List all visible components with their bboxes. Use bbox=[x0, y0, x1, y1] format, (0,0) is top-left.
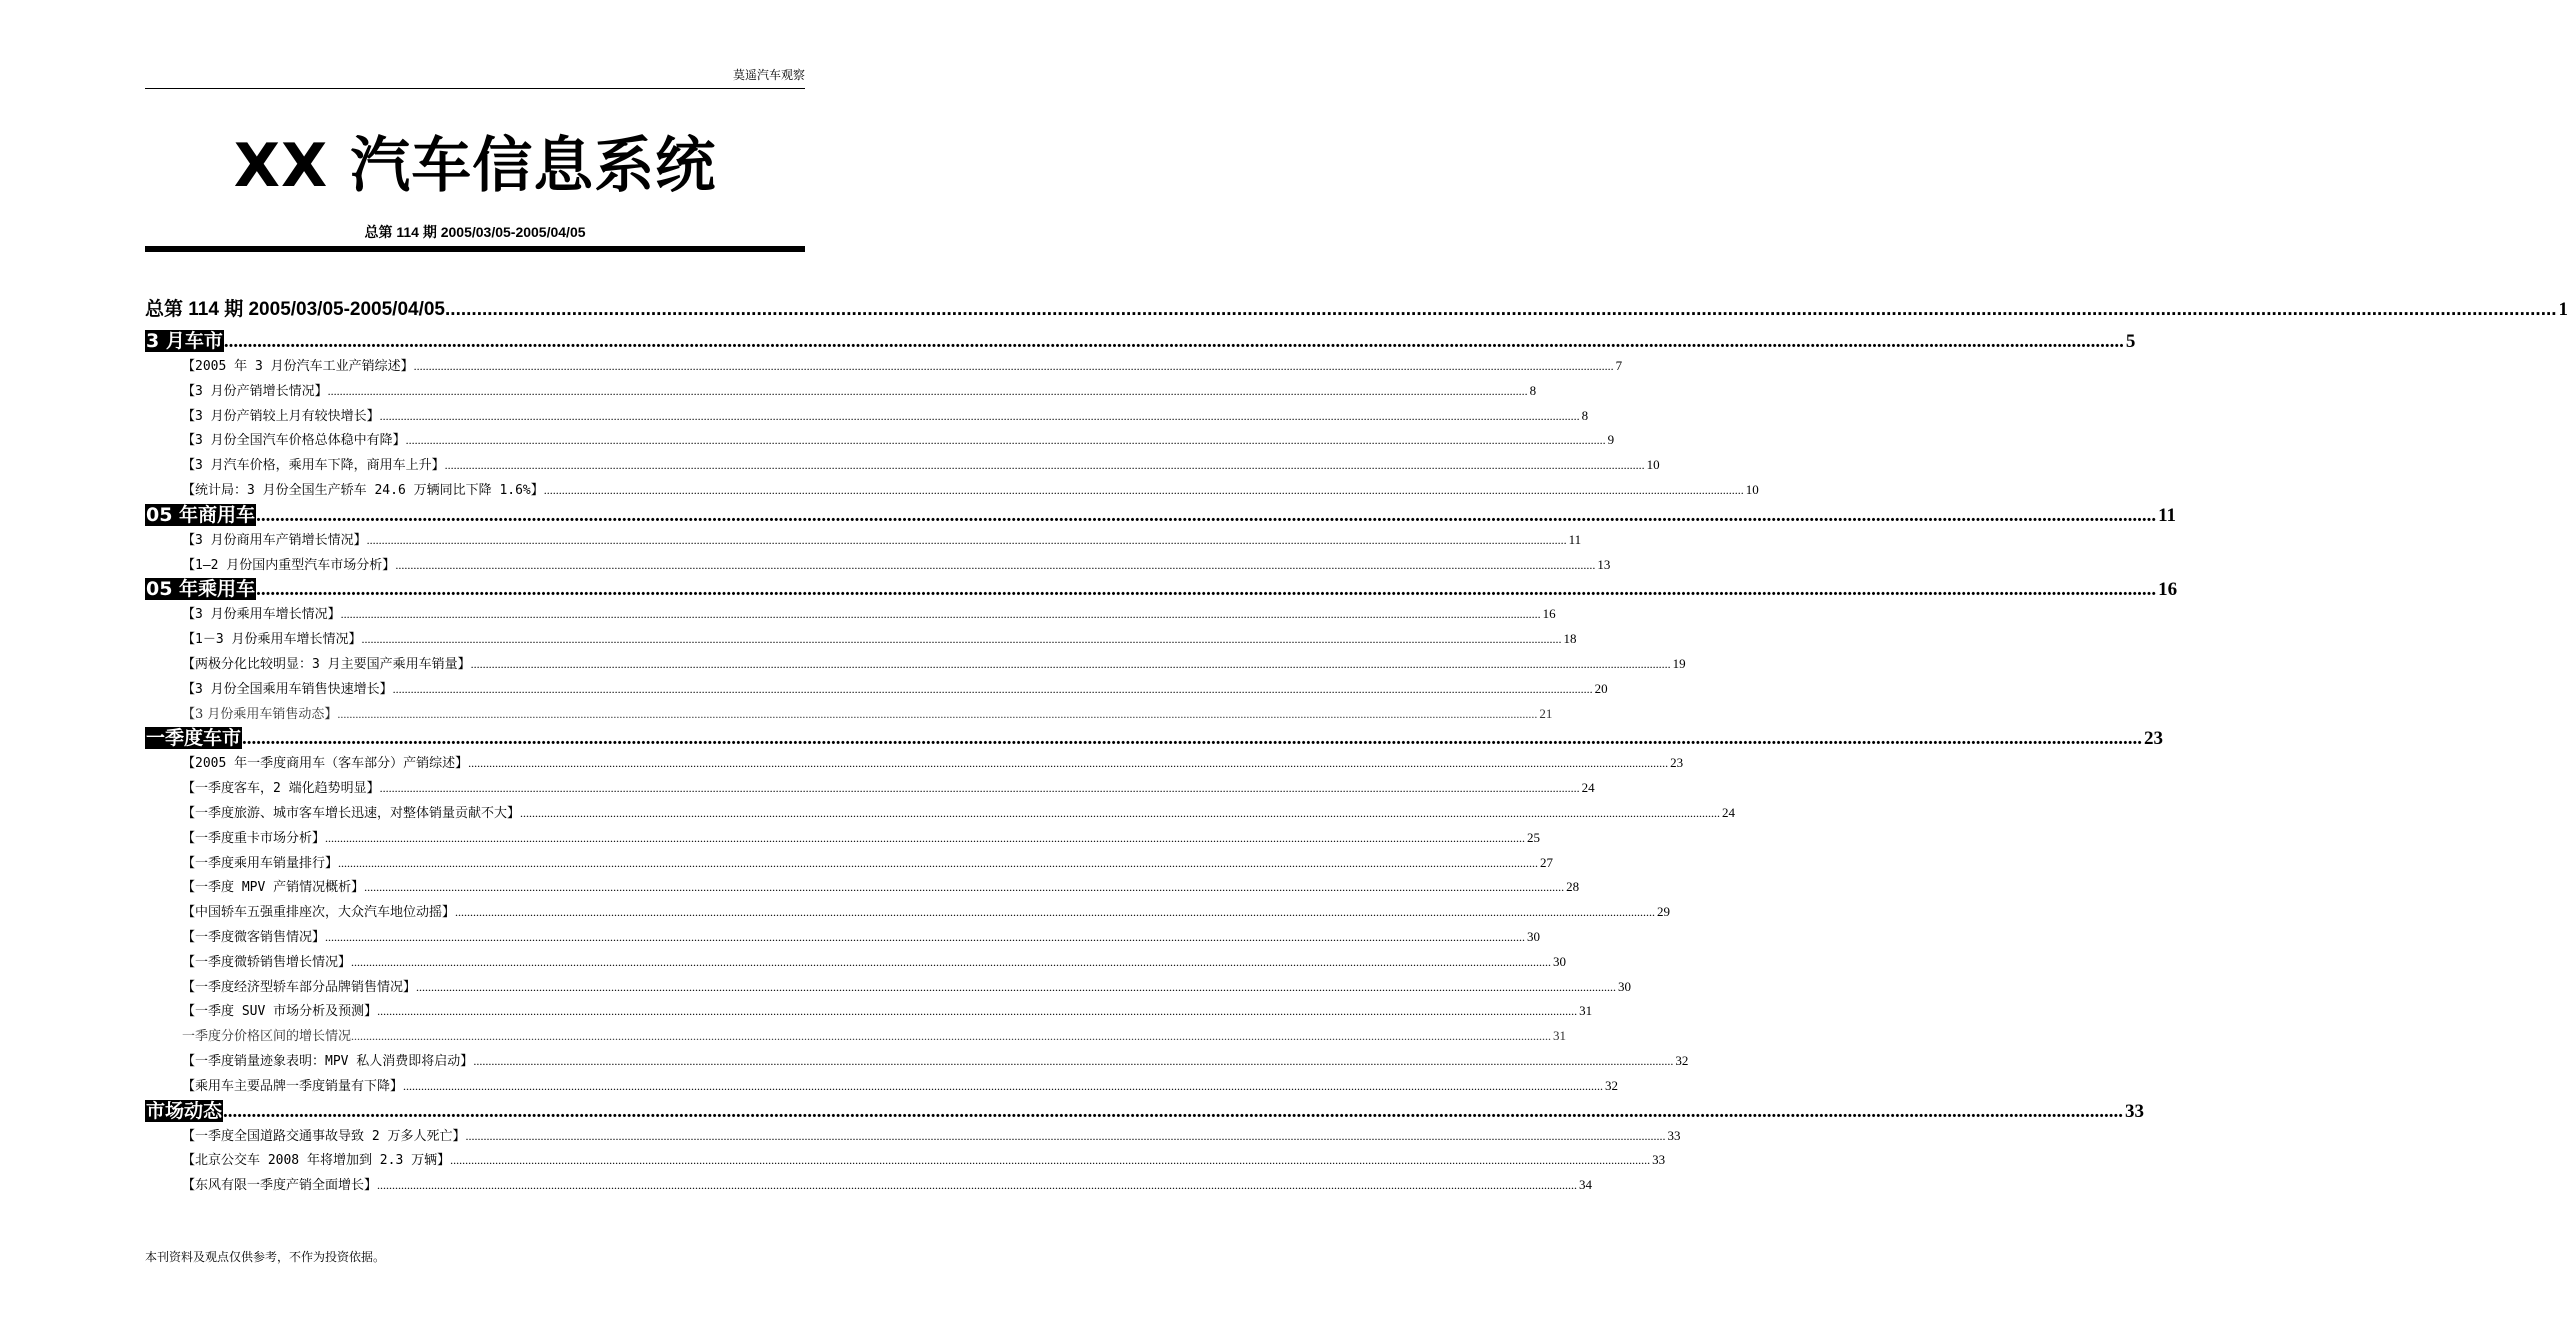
toc-item-label: 【一季度 SUV 市场分析及预测】 bbox=[182, 1004, 378, 1020]
toc-section[interactable] bbox=[145, 1099, 2145, 1125]
toc-item[interactable] bbox=[145, 628, 1577, 653]
toc-item[interactable] bbox=[145, 529, 1582, 554]
toc-item-label: 【一季度经济型轿车部分品牌销售情况】 bbox=[182, 979, 417, 995]
toc-item-label: 【1－3 月份乘用车增长情况】 bbox=[182, 632, 362, 648]
toc-section-leader: ................................................................................................................................................................................................................................................................................................................................................................................................................ bbox=[242, 728, 2143, 750]
toc-section-page: 5 bbox=[2125, 331, 2136, 352]
toc-item-page: 30 bbox=[1618, 978, 1632, 994]
toc-item-label: 【中国轿车五强重排座次，大众汽车地位动摇】 bbox=[182, 905, 456, 921]
toc-item-page: 10 bbox=[1646, 457, 1660, 473]
toc-item-page: 31 bbox=[1579, 1003, 1593, 1019]
issue-line: 总第 114 期 2005/03/05-2005/04/05 bbox=[364, 224, 586, 240]
toc-item[interactable] bbox=[145, 1000, 1593, 1025]
toc-item-page: 34 bbox=[1579, 1177, 1593, 1193]
toc-item-leader: ................................................................................................................................................................................................................................................................................................................................................................................................................ bbox=[340, 607, 1541, 622]
toc-item-leader: ................................................................................................................................................................................................................................................................................................................................................................................................................ bbox=[543, 482, 1744, 497]
toc-section-page: 11 bbox=[2158, 504, 2177, 526]
table-of-contents bbox=[145, 290, 2568, 1199]
toc-item-label: 【一季度客车，2 端化趋势明显】 bbox=[182, 781, 380, 797]
toc-section-label: 市场动态 bbox=[146, 1099, 223, 1122]
toc-item[interactable] bbox=[145, 1075, 1619, 1100]
toc-item-page: 19 bbox=[1672, 655, 1686, 671]
toc-item-label: 【3 月份产销较上月有较快增长】 bbox=[182, 408, 380, 424]
toc-item-label: 【2005 年一季度商用车（客车部分）产销综述】 bbox=[182, 756, 469, 772]
toc-item[interactable] bbox=[145, 603, 1556, 628]
toc-item-leader: ................................................................................................................................................................................................................................................................................................................................................................................................................ bbox=[468, 756, 1669, 771]
toc-item[interactable] bbox=[145, 951, 1567, 976]
toc-item-label: 【一季度乘用车销量排行】 bbox=[182, 855, 339, 871]
toc-item-leader: ................................................................................................................................................................................................................................................................................................................................................................................................................ bbox=[364, 880, 1565, 895]
toc-item-label: 【3 月份产销增长情况】 bbox=[182, 383, 328, 399]
toc-item-page: 23 bbox=[1670, 755, 1684, 771]
toc-item-leader: ................................................................................................................................................................................................................................................................................................................................................................................................................ bbox=[327, 383, 1528, 398]
toc-section-leader: ................................................................................................................................................................................................................................................................................................................................................................................................................ bbox=[256, 504, 2157, 526]
toc-item-leader: ................................................................................................................................................................................................................................................................................................................................................................................................................ bbox=[377, 1004, 1578, 1019]
toc-section[interactable] bbox=[145, 503, 2177, 529]
toc-item-label: 【北京公交车 2008 年将增加到 2.3 万辆】 bbox=[182, 1153, 451, 1169]
toc-item[interactable] bbox=[145, 1149, 1666, 1174]
toc-item[interactable] bbox=[145, 926, 1541, 951]
toc-item-label: 【3 月份商用车产销增长情况】 bbox=[182, 532, 367, 548]
toc-item-leader: ................................................................................................................................................................................................................................................................................................................................................................................................................ bbox=[416, 979, 1617, 994]
toc-item-page: 30 bbox=[1527, 928, 1541, 944]
toc-item-page: 9 bbox=[1607, 432, 1615, 448]
toc-item[interactable] bbox=[145, 1025, 1567, 1050]
toc-item-label: 【一季度销量迹象表明：MPV 私人消费即将启动】 bbox=[182, 1053, 474, 1069]
toc-section-leader: ................................................................................................................................................................................................................................................................................................................................................................................................................ bbox=[223, 1100, 2124, 1122]
toc-item-page: 18 bbox=[1563, 631, 1577, 647]
toc-item[interactable] bbox=[145, 554, 1611, 579]
toc-item-label: 【1—2 月份国内重型汽车市场分析】 bbox=[182, 557, 396, 573]
toc-item[interactable] bbox=[145, 752, 1684, 777]
toc-item-leader: ................................................................................................................................................................................................................................................................................................................................................................................................................ bbox=[337, 706, 1538, 721]
toc-section-leader: ................................................................................................................................................................................................................................................................................................................................................................................................................ bbox=[256, 579, 2157, 601]
toc-item-leader: ................................................................................................................................................................................................................................................................................................................................................................................................................ bbox=[366, 532, 1567, 547]
toc-item-label: 【2005 年 3 月份汽车工业产销综述】 bbox=[182, 359, 414, 374]
toc-item-page: 31 bbox=[1553, 1028, 1567, 1044]
toc-item-label: 【乘用车主要品牌一季度销量有下降】 bbox=[182, 1078, 404, 1094]
toc-section-page: 16 bbox=[2158, 579, 2178, 601]
toc-section-leader: ................................................................................................................................................................................................................................................................................................................................................................................................................ bbox=[223, 331, 2124, 352]
toc-item-leader: ................................................................................................................................................................................................................................................................................................................................................................................................................ bbox=[361, 632, 1562, 647]
toc-item-label: 【3 月份乘用车增长情况】 bbox=[182, 607, 341, 623]
toc-section[interactable] bbox=[145, 578, 2178, 603]
toc-item-page: 21 bbox=[1539, 705, 1553, 721]
toc-section-page: 23 bbox=[2144, 728, 2164, 750]
toc-item-page: 24 bbox=[1581, 780, 1595, 796]
toc-item-page: 32 bbox=[1675, 1052, 1689, 1068]
page-title: XX 汽车信息系统 bbox=[233, 131, 717, 201]
toc-section[interactable] bbox=[145, 727, 2164, 752]
toc-section-label: 05 年商用车 bbox=[146, 503, 256, 526]
toc-item-leader: ................................................................................................................................................................................................................................................................................................................................................................................................................ bbox=[338, 855, 1539, 870]
toc-item-leader: ................................................................................................................................................................................................................................................................................................................................................................................................................ bbox=[520, 805, 1721, 820]
toc-item[interactable] bbox=[145, 405, 1589, 430]
toc-item-leader: ................................................................................................................................................................................................................................................................................................................................................................................................................ bbox=[455, 905, 1656, 920]
toc-item-leader: ................................................................................................................................................................................................................................................................................................................................................................................................................ bbox=[403, 1078, 1604, 1093]
toc-item-page: 29 bbox=[1657, 904, 1671, 920]
toc-item-label: 【3 月份全国乘用车销售快速增长】 bbox=[182, 681, 393, 697]
toc-section[interactable] bbox=[145, 330, 2136, 355]
toc-item-page: 8 bbox=[1581, 407, 1589, 423]
toc-item-label: 一季度分价格区间的增长情况 bbox=[182, 1029, 352, 1045]
toc-item-label: 【一季度旅游、城市客车增长迅速，对整体销量贡献不大】 bbox=[182, 805, 521, 821]
toc-item-label: 【一季度微客销售情况】 bbox=[182, 929, 326, 945]
toc-item[interactable] bbox=[145, 976, 1632, 1001]
toc-item[interactable] bbox=[145, 901, 1671, 926]
toc-item-label: 【一季度 MPV 产销情况概析】 bbox=[182, 880, 365, 896]
toc-item-leader: ................................................................................................................................................................................................................................................................................................................................................................................................................ bbox=[377, 1178, 1578, 1193]
toc-section-label: 一季度车市 bbox=[146, 727, 242, 750]
toc-item-leader: ................................................................................................................................................................................................................................................................................................................................................................................................................ bbox=[444, 458, 1645, 473]
toc-item[interactable] bbox=[145, 1174, 1593, 1199]
header-brand: 莫遥汽车观察 bbox=[732, 68, 805, 82]
toc-item-leader: ................................................................................................................................................................................................................................................................................................................................................................................................................ bbox=[325, 830, 1526, 845]
toc-item-leader: ................................................................................................................................................................................................................................................................................................................................................................................................................ bbox=[395, 557, 1596, 572]
toc-item-leader: ................................................................................................................................................................................................................................................................................................................................................................................................................ bbox=[392, 681, 1593, 696]
toc-entry-issue-page: 1 bbox=[2558, 299, 2568, 320]
toc-item[interactable] bbox=[145, 802, 1736, 827]
toc-item[interactable] bbox=[145, 479, 1759, 504]
toc-item-label: 【3 月汽车价格，乘用车下降，商用车上升】 bbox=[182, 458, 445, 474]
toc-section-page: 33 bbox=[2125, 1100, 2145, 1122]
toc-section-label: 3 月车市 bbox=[146, 330, 223, 352]
toc-item[interactable] bbox=[145, 777, 1595, 802]
toc-item[interactable] bbox=[145, 454, 1660, 479]
toc-item-leader: ................................................................................................................................................................................................................................................................................................................................................................................................................ bbox=[405, 433, 1606, 448]
toc-item-label: 【一季度重卡市场分析】 bbox=[182, 830, 326, 846]
toc-item-page: 7 bbox=[1615, 358, 1623, 373]
toc-item-page: 20 bbox=[1594, 680, 1608, 696]
toc-item[interactable] bbox=[145, 703, 1553, 728]
toc-item[interactable] bbox=[145, 678, 1608, 703]
toc-item[interactable] bbox=[145, 827, 1541, 852]
toc-item-page: 28 bbox=[1566, 879, 1580, 895]
toc-item-page: 11 bbox=[1568, 531, 1582, 547]
toc-item-label: 【一季度全国道路交通事故导致 2 万多人死亡】 bbox=[182, 1128, 466, 1144]
toc-item[interactable] bbox=[145, 876, 1580, 901]
toc-item-leader: ................................................................................................................................................................................................................................................................................................................................................................................................................ bbox=[351, 954, 1552, 969]
toc-item-label: 【3 月份乘用车销售动态】 bbox=[182, 706, 338, 722]
toc-item-leader: ................................................................................................................................................................................................................................................................................................................................................................................................................ bbox=[351, 1029, 1552, 1044]
toc-item[interactable] bbox=[145, 429, 1615, 454]
toc-item-page: 10 bbox=[1745, 481, 1759, 497]
toc-item-leader: ................................................................................................................................................................................................................................................................................................................................................................................................................ bbox=[379, 408, 1580, 423]
toc-item-leader: ................................................................................................................................................................................................................................................................................................................................................................................................................ bbox=[413, 359, 1614, 373]
toc-item[interactable] bbox=[145, 1050, 1689, 1075]
toc-item-leader: ................................................................................................................................................................................................................................................................................................................................................................................................................ bbox=[473, 1053, 1674, 1068]
toc-item-label: 【东风有限一季度产销全面增长】 bbox=[182, 1178, 378, 1194]
toc-item[interactable] bbox=[145, 653, 1686, 678]
toc-item-leader: ................................................................................................................................................................................................................................................................................................................................................................................................................ bbox=[465, 1128, 1666, 1143]
toc-item-page: 25 bbox=[1527, 829, 1541, 845]
toc-entry-issue[interactable] bbox=[145, 290, 2568, 330]
toc-item-page: 13 bbox=[1597, 556, 1611, 572]
toc-entry-issue-label: 总第 114 期 2005/03/05-2005/04/05 bbox=[145, 299, 446, 320]
toc-item-leader: ................................................................................................................................................................................................................................................................................................................................................................................................................ bbox=[470, 656, 1671, 671]
toc-item-page: 16 bbox=[1542, 606, 1556, 622]
toc-item[interactable] bbox=[145, 852, 1554, 877]
toc-item-page: 27 bbox=[1540, 854, 1554, 870]
toc-item-page: 24 bbox=[1722, 804, 1736, 820]
toc-item[interactable] bbox=[145, 380, 1537, 405]
toc-section-label: 05 年乘用车 bbox=[146, 578, 256, 601]
footer-note: 本刊资料及观点仅供参考，不作为投资依据。 bbox=[145, 1250, 386, 1264]
toc-item-leader: ................................................................................................................................................................................................................................................................................................................................................................................................................ bbox=[450, 1153, 1651, 1168]
toc-item[interactable] bbox=[145, 1125, 1681, 1150]
toc-item-label: 【统计局：3 月份全国生产轿车 24.6 万辆同比下降 1.6%】 bbox=[182, 482, 544, 498]
toc-item-leader: ................................................................................................................................................................................................................................................................................................................................................................................................................ bbox=[325, 929, 1526, 944]
toc-item-page: 8 bbox=[1529, 382, 1537, 398]
title-rule bbox=[145, 246, 805, 252]
toc-item-page: 33 bbox=[1652, 1152, 1666, 1168]
toc-item-label: 【两极分化比较明显：3 月主要国产乘用车销量】 bbox=[182, 656, 471, 672]
toc-item[interactable] bbox=[145, 355, 1623, 380]
toc-item-leader: ................................................................................................................................................................................................................................................................................................................................................................................................................ bbox=[379, 781, 1580, 796]
toc-item-page: 32 bbox=[1605, 1077, 1619, 1093]
toc-item-label: 【3 月份全国汽车价格总体稳中有降】 bbox=[182, 433, 406, 449]
toc-entry-issue-leader: ................................................................................................................................................................................................................................................................................................................................................................................................................ bbox=[445, 299, 2557, 320]
toc-item-page: 30 bbox=[1553, 953, 1567, 969]
toc-item-label: 【一季度微轿销售增长情况】 bbox=[182, 954, 352, 970]
toc-item-page: 33 bbox=[1667, 1127, 1681, 1143]
header-rule bbox=[145, 88, 805, 89]
